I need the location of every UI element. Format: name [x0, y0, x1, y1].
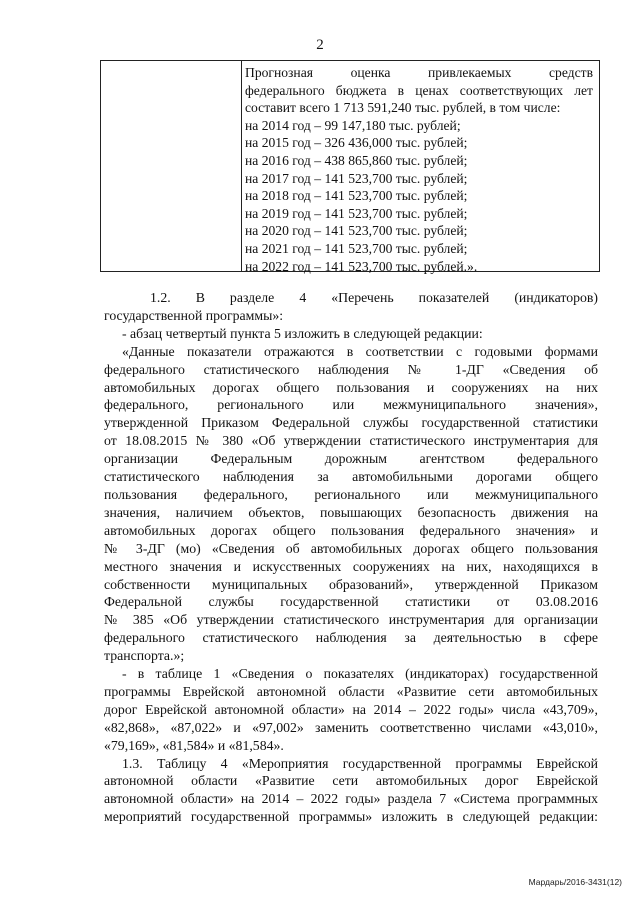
- document-footer-code: Мардарь/2016-3431(12): [528, 877, 622, 887]
- paragraph-1-3-line: автономной области «Развитие сети автомобильных дорог Еврейской: [104, 773, 598, 789]
- continuation-table: [100, 60, 600, 272]
- item-paragraph-4-line: - абзац четвертый пункта 5 изложить в следующей редакции:: [122, 325, 483, 341]
- quoted-text-line: «Данные показатели отражаются в соответствии с годовыми формами: [122, 343, 598, 359]
- table-1-change-line: «82,868», «87,022» и «97,002» заменить соответственно числами «43,010»,: [104, 719, 598, 735]
- table-right-cell: [242, 61, 599, 274]
- table-1-change-line: программы Еврейской автономной области «Развитие сети автомобильных: [104, 683, 598, 699]
- table-line: на 2014 год – 99 147,180 тыс. рублей;: [245, 117, 461, 133]
- table-line: на 2018 год – 141 523,700 тыс. рублей;: [245, 188, 468, 204]
- table-line: на 2015 год – 326 436,000 тыс. рублей;: [245, 135, 468, 151]
- table-line: на 2021 год – 141 523,700 тыс. рублей;: [245, 240, 468, 256]
- quoted-text-line: Федеральной службы государственной статистики от 03.08.2016: [104, 594, 598, 610]
- quoted-text-line: значения, наличием объектов, повышающих безопасность движения на: [104, 504, 598, 520]
- document-body: [104, 289, 598, 826]
- quoted-text-line: транспорта.»;: [104, 648, 185, 664]
- quoted-text-line: автомобильных дорогах общего пользования и сооружениях на них: [104, 379, 598, 395]
- table-line: на 2019 год – 141 523,700 тыс. рублей;: [245, 205, 468, 221]
- table-line: составит всего 1 713 591,240 тыс. рублей, в том числе:: [245, 100, 561, 116]
- quoted-text-line: от 18.08.2015 № 380 «Об утверждении статистического инструментария для: [104, 433, 598, 449]
- page-number: 2: [316, 37, 324, 53]
- quoted-text-line: собственности муниципальных образований», утвержденной Приказом: [104, 576, 598, 592]
- table-line: на 2020 год – 141 523,700 тыс. рублей;: [245, 223, 468, 239]
- quoted-text-line: автомобильных дорогах общего пользования федерального значения» и: [104, 522, 598, 538]
- quoted-text-line: местного значения и искусственных сооружениях на них, находящихся в: [104, 558, 598, 574]
- quoted-text-line: статистического наблюдения за автомобильными дорогами общего: [104, 469, 598, 485]
- paragraph-1-3-line: автономной области» на 2014 – 2022 годы» раздела 7 «Система программных: [104, 791, 598, 807]
- quoted-text-line: № 385 «Об утверждении статистического инструментария для организации: [104, 612, 598, 628]
- quoted-text-line: федерального статистического наблюдения № 1-ДГ «Сведения об: [104, 361, 598, 377]
- table-line: федерального бюджета в ценах соответствующих лет: [245, 82, 593, 98]
- quoted-text-line: пользования федерального, регионального или межмуниципального: [104, 486, 598, 502]
- table-line: на 2016 год – 438 865,860 тыс. рублей;: [245, 152, 468, 168]
- table-1-change-line: дорог Еврейской автономной области» на 2014 – 2022 годы» числа «43,709»,: [104, 701, 598, 717]
- quoted-text-line: федерального статистического наблюдения за деятельностью в сфере: [104, 630, 598, 646]
- table-left-cell: [101, 61, 242, 271]
- paragraph-1-3-line: 1.3. Таблицу 4 «Мероприятия государственной программы Еврейской: [122, 755, 598, 771]
- paragraph-1-3-line: мероприятий государственной программы» изложить в следующей редакции:: [104, 809, 598, 825]
- quoted-text-line: организации Федеральным дорожным агентством федерального: [104, 451, 598, 467]
- quoted-text-line: федерального, регионального или межмуниципального значения»,: [104, 397, 598, 413]
- quoted-text-line: утвержденной Приказом Федеральной службы государственной статистики: [104, 415, 598, 431]
- quoted-text-line: № 3-ДГ (мо) «Сведения об автомобильных дорогах общего пользования: [104, 540, 598, 556]
- table-line: Прогнозная оценка привлекаемых средств: [245, 65, 593, 80]
- table-line: на 2022 год – 141 523,700 тыс. рублей.».: [245, 258, 478, 274]
- table-1-change-line: - в таблице 1 «Сведения о показателях (индикаторах) государственной: [122, 666, 598, 682]
- paragraph-1-2-line: 1.2. В разделе 4 «Перечень показателей (индикаторов): [150, 290, 598, 305]
- table-line: на 2017 год – 141 523,700 тыс. рублей;: [245, 170, 468, 186]
- paragraph-1-2-line: государственной программы»:: [104, 307, 284, 323]
- table-1-change-line: «79,169», «81,584» и «81,584».: [104, 737, 284, 753]
